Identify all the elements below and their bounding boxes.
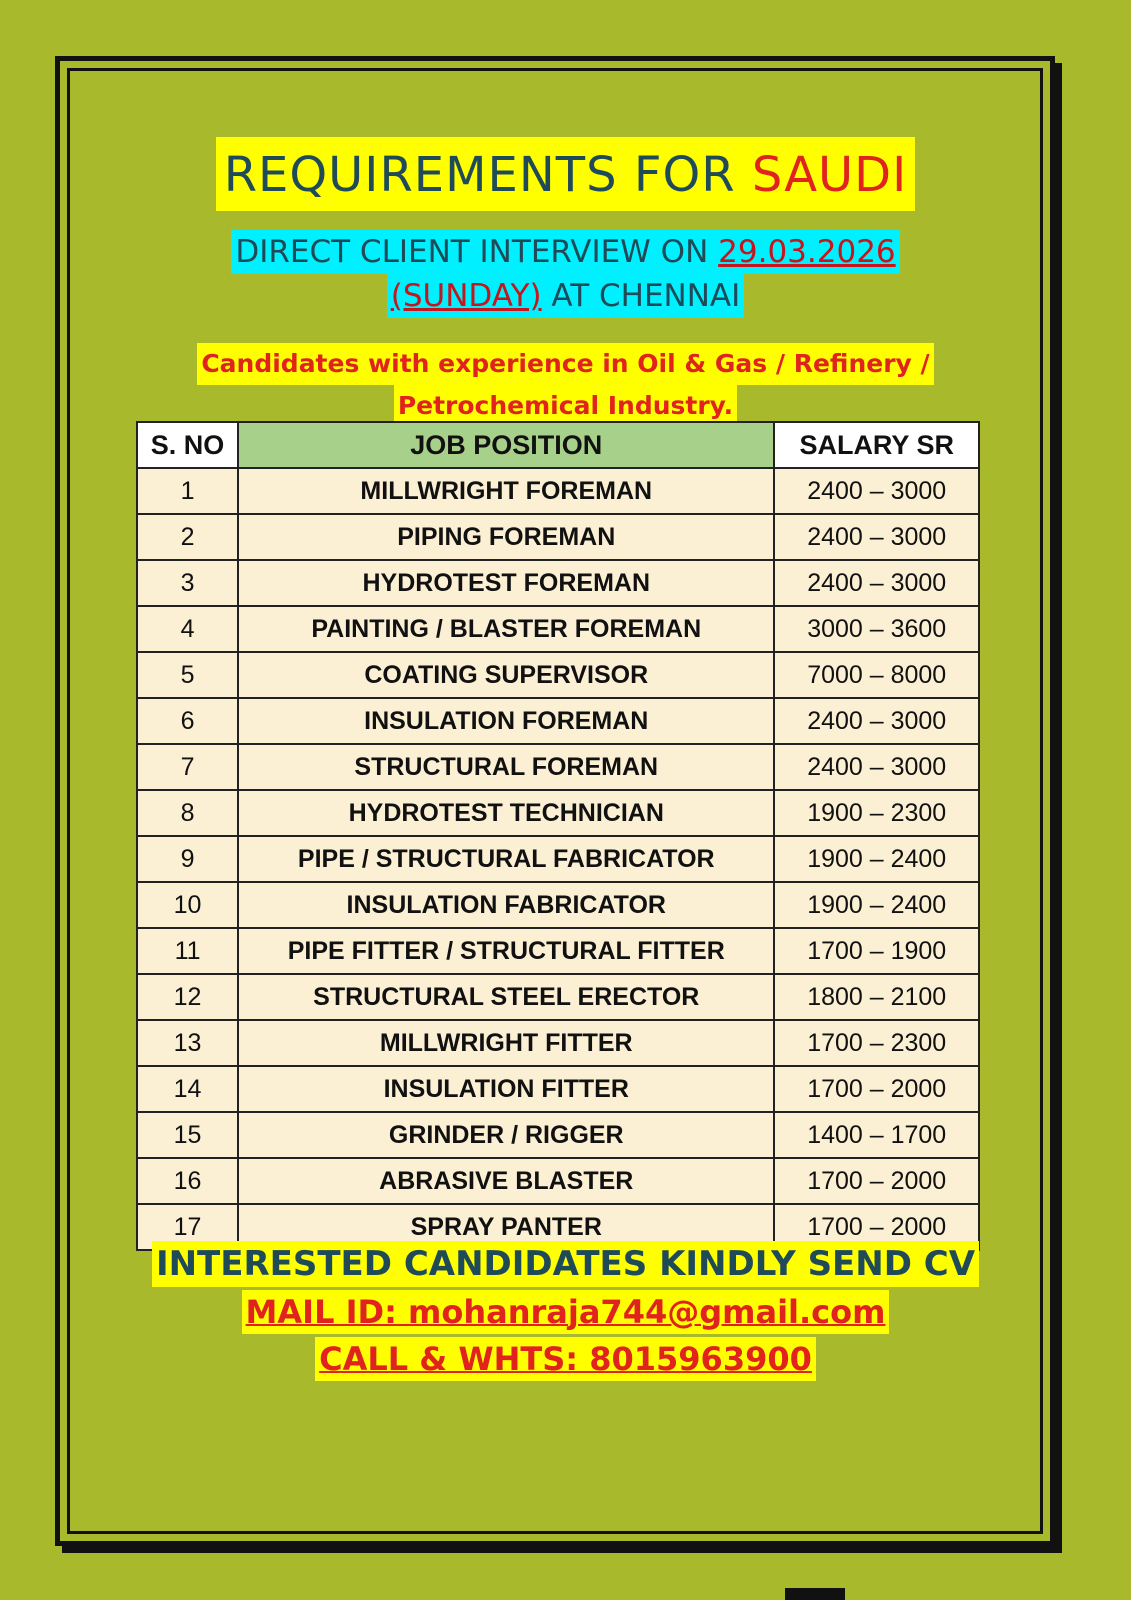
experience-line-1: Candidates with experience in Oil & Gas / Refinery / [197, 343, 933, 385]
row-salary: 1700 – 1900 [774, 928, 979, 974]
row-salary: 2400 – 3000 [774, 514, 979, 560]
table-row [137, 514, 979, 560]
row-position: SPRAY PANTER [238, 1204, 774, 1250]
row-salary: 3000 – 3600 [774, 606, 979, 652]
table-row [137, 560, 979, 606]
row-position: GRINDER / RIGGER [238, 1112, 774, 1158]
table-row [137, 1020, 979, 1066]
phone-link[interactable]: CALL & WHTS: 8015963900 [315, 1337, 816, 1381]
row-position: INSULATION FABRICATOR [238, 882, 774, 928]
send-cv-note [0, 1241, 1131, 1287]
row-sno: 12 [137, 974, 238, 1020]
row-salary: 2400 – 3000 [774, 744, 979, 790]
row-position: MILLWRIGHT FOREMAN [238, 468, 774, 514]
row-position: ABRASIVE BLASTER [238, 1158, 774, 1204]
row-salary: 1700 – 2300 [774, 1020, 979, 1066]
table-row [137, 836, 979, 882]
table-row [137, 606, 979, 652]
interview-day: (SUNDAY) [390, 278, 542, 314]
row-salary: 1700 – 2000 [774, 1066, 979, 1112]
job-table [136, 421, 980, 1251]
title-country: SAUDI [751, 147, 908, 203]
row-salary: 1800 – 2100 [774, 974, 979, 1020]
row-sno: 8 [137, 790, 238, 836]
row-salary: 2400 – 3000 [774, 698, 979, 744]
header-position: JOB POSITION [238, 422, 774, 468]
interview-info [0, 230, 1131, 318]
row-position: STRUCTURAL FOREMAN [238, 744, 774, 790]
row-sno: 17 [137, 1204, 238, 1250]
header-sno: S. NO [137, 422, 238, 468]
experience-line-2: Petrochemical Industry. [394, 385, 737, 427]
row-position: PIPING FOREMAN [238, 514, 774, 560]
header-salary: SALARY SR [774, 422, 979, 468]
row-position: PIPE / STRUCTURAL FABRICATOR [238, 836, 774, 882]
interview-date: 29.03.2026 [718, 234, 896, 270]
experience-note [0, 343, 1131, 427]
poster-title [0, 137, 1131, 211]
table-row [137, 1158, 979, 1204]
send-cv-text: INTERESTED CANDIDATES KINDLY SEND CV [152, 1241, 979, 1287]
row-position: HYDROTEST TECHNICIAN [238, 790, 774, 836]
row-sno: 5 [137, 652, 238, 698]
interview-place: AT CHENNAI [541, 278, 741, 314]
table-row [137, 928, 979, 974]
table-row [137, 468, 979, 514]
row-salary: 1700 – 2000 [774, 1204, 979, 1250]
row-salary: 7000 – 8000 [774, 652, 979, 698]
mail-link[interactable]: MAIL ID: mohanraja744@gmail.com [242, 1290, 890, 1334]
title-main: REQUIREMENTS FOR [223, 147, 752, 203]
row-position: HYDROTEST FOREMAN [238, 560, 774, 606]
row-sno: 11 [137, 928, 238, 974]
table-row [137, 1112, 979, 1158]
row-sno: 2 [137, 514, 238, 560]
table-row [137, 698, 979, 744]
table-header-row [137, 422, 979, 468]
row-sno: 7 [137, 744, 238, 790]
row-sno: 10 [137, 882, 238, 928]
row-position: INSULATION FOREMAN [238, 698, 774, 744]
row-position: COATING SUPERVISOR [238, 652, 774, 698]
row-salary: 1900 – 2400 [774, 836, 979, 882]
row-salary: 1700 – 2000 [774, 1158, 979, 1204]
mail-contact [0, 1290, 1131, 1334]
row-salary: 1900 – 2300 [774, 790, 979, 836]
row-sno: 9 [137, 836, 238, 882]
row-sno: 16 [137, 1158, 238, 1204]
phone-contact [0, 1337, 1131, 1381]
interview-line-2 [387, 274, 745, 318]
row-sno: 4 [137, 606, 238, 652]
row-position: INSULATION FITTER [238, 1066, 774, 1112]
row-sno: 13 [137, 1020, 238, 1066]
row-sno: 3 [137, 560, 238, 606]
row-sno: 6 [137, 698, 238, 744]
row-sno: 14 [137, 1066, 238, 1112]
bottom-edge-mark [785, 1588, 845, 1600]
table-row [137, 744, 979, 790]
row-position: PIPE FITTER / STRUCTURAL FITTER [238, 928, 774, 974]
interview-prefix: DIRECT CLIENT INTERVIEW ON [235, 234, 719, 270]
table-row [137, 652, 979, 698]
row-salary: 1900 – 2400 [774, 882, 979, 928]
table-row [137, 790, 979, 836]
row-sno: 15 [137, 1112, 238, 1158]
row-position: STRUCTURAL STEEL ERECTOR [238, 974, 774, 1020]
row-position: MILLWRIGHT FITTER [238, 1020, 774, 1066]
row-salary: 1400 – 1700 [774, 1112, 979, 1158]
table-row [137, 974, 979, 1020]
row-salary: 2400 – 3000 [774, 560, 979, 606]
table-row [137, 882, 979, 928]
row-sno: 1 [137, 468, 238, 514]
interview-line-1 [231, 230, 899, 274]
row-position: PAINTING / BLASTER FOREMAN [238, 606, 774, 652]
row-salary: 2400 – 3000 [774, 468, 979, 514]
table-row [137, 1066, 979, 1112]
